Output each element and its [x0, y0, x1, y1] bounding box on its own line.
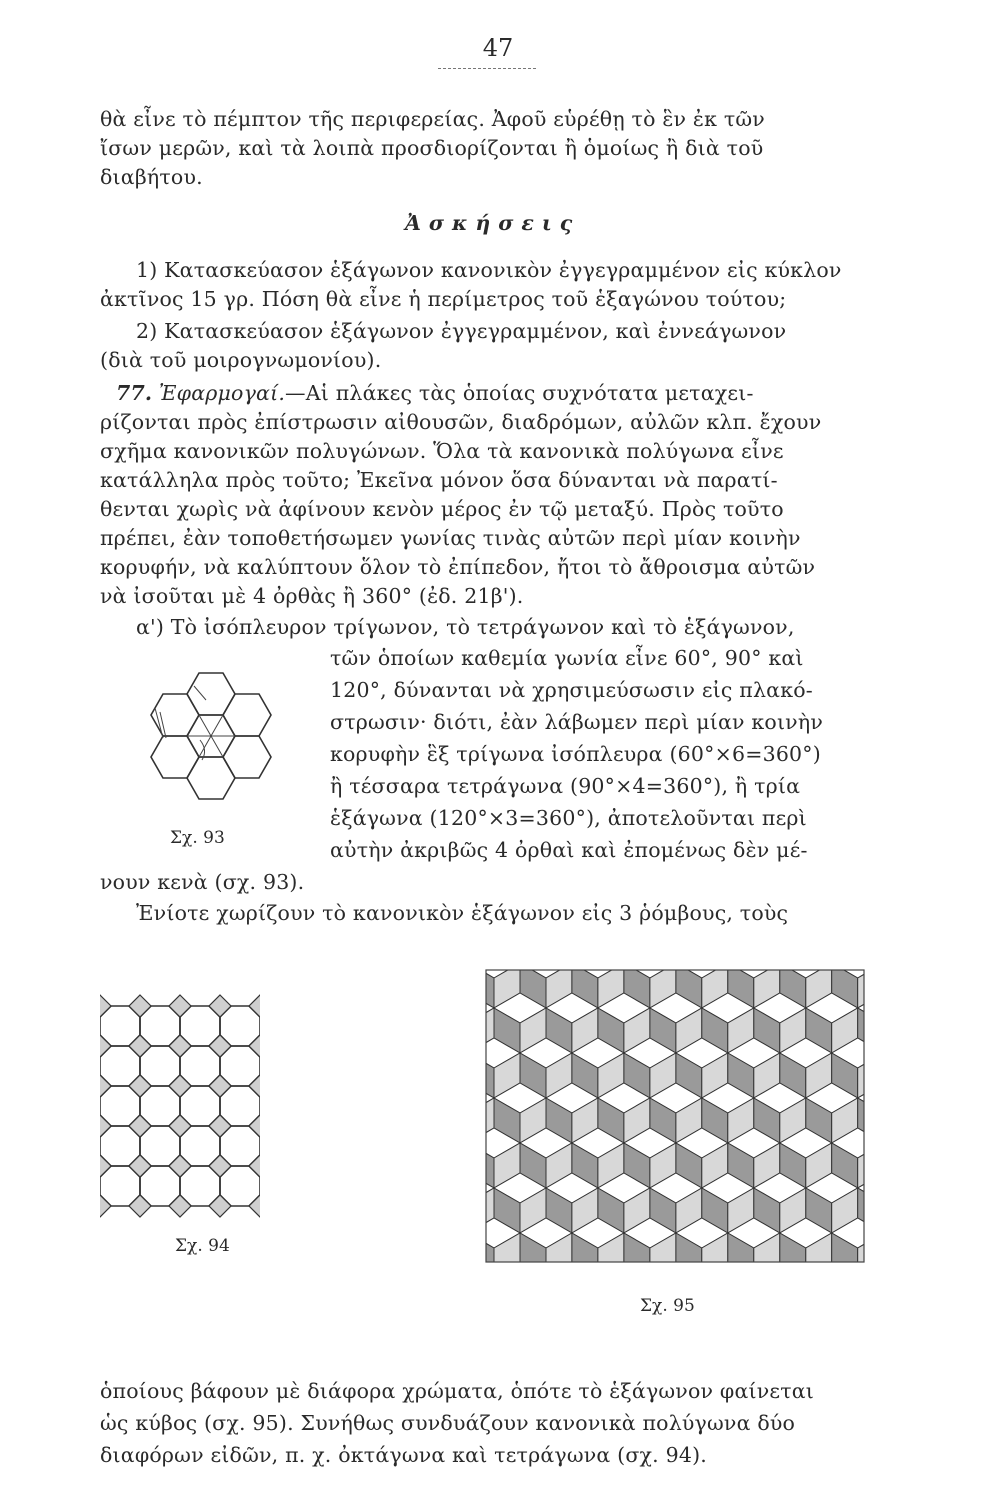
exercise-1-line: ἀκτῖνος 15 γρ. Πόση θὰ εἶνε ἡ περίμετρος τοῦ ἑξαγώνου τούτου;	[100, 287, 787, 311]
rhombus-top	[650, 1263, 702, 1264]
square-tile	[169, 1115, 191, 1137]
header-rule	[438, 68, 536, 69]
square-tile	[100, 1155, 111, 1177]
rhombus-top	[494, 1263, 546, 1264]
octagon-tile	[220, 1006, 260, 1046]
octagon-tile	[220, 1166, 260, 1206]
text-line: θενται χωρὶς νὰ ἀφίνουν κενὸν μέρος ἐν τῷ μεταξύ. Πρὸς τοῦτο	[100, 497, 784, 521]
square-tile	[129, 1155, 151, 1177]
page-number: 47	[482, 34, 514, 62]
octagon-tile	[180, 1126, 220, 1166]
exercise-2-line: (διὰ τοῦ μοιρογνωμονίου).	[100, 348, 382, 372]
octagon-tile	[220, 1086, 260, 1126]
figure-95-caption: Σχ. 95	[640, 1296, 695, 1316]
octagon-tile	[180, 1086, 220, 1126]
square-tile	[169, 1035, 191, 1057]
octagon-tile	[180, 1046, 220, 1086]
exercises-heading: Ἀσκήσεις	[405, 211, 581, 235]
figure-93-caption: Σχ. 93	[170, 828, 225, 848]
octagon-tile	[140, 1046, 180, 1086]
text-line: διαφόρων εἰδῶν, π. χ. ὀκτάγωνα καὶ τετράγωνα (σχ. 94).	[100, 1443, 708, 1467]
exercise-2-line: 2) Κατασκεύασον ἑξάγωνον ἐγγεγραμμένον, καὶ ἐννεάγωνον	[136, 319, 787, 343]
section-text: —Αἱ πλάκες τὰς ὁποίας συχνότατα μεταχει-	[285, 381, 754, 405]
square-tile	[249, 995, 260, 1017]
figure-94-octagons-squares	[100, 990, 260, 1222]
square-tile	[100, 1115, 111, 1137]
text-line: ὡς κύβος (σχ. 95). Συνήθως συνδυάζουν κανονικὰ πολύγωνα δύο	[100, 1411, 796, 1435]
exercise-1-line: 1) Κατασκεύασον ἑξάγωνον κανονικὸν ἐγγεγραμμένον εἰς κύκλον	[136, 258, 842, 282]
section-number: 77.	[116, 381, 153, 405]
rhombus-top	[484, 1263, 494, 1264]
octagon-tile	[140, 1166, 180, 1206]
octagon-tile	[100, 1086, 140, 1126]
octagon-tile	[100, 1126, 140, 1166]
square-tile	[169, 1075, 191, 1097]
square-tile	[249, 1155, 260, 1177]
square-tile	[100, 995, 111, 1017]
square-tile	[249, 1075, 260, 1097]
text-line: ρίζονται πρὸς ἐπίστρωσιν αἰθουσῶν, διαδρόμων, αὐλῶν κλπ. ἔχουν	[100, 410, 822, 434]
text-line: ἢ τέσσαρα τετράγωνα (90°×4=360°), ἢ τρία	[330, 774, 801, 798]
square-tile	[249, 1115, 260, 1137]
octagon-tile	[100, 1006, 140, 1046]
octagon-tile	[140, 1126, 180, 1166]
square-tile	[209, 1115, 231, 1137]
rhombus-top	[858, 1263, 866, 1264]
figure-94-caption: Σχ. 94	[175, 1236, 230, 1256]
text-line: αὐτὴν ἀκριβῶς 4 ὀρθαὶ καὶ ἐπομένως δὲν μέ-	[330, 838, 808, 862]
rhombus-top	[598, 1263, 650, 1264]
octagon-tile	[180, 1166, 220, 1206]
square-tile	[129, 995, 151, 1017]
text-line: ὁποίους βάφουν μὲ διάφορα χρώματα, ὁπότε τὸ ἑξάγωνον φαίνεται	[100, 1379, 815, 1403]
octagon-tile	[140, 1086, 180, 1126]
square-tile	[209, 995, 231, 1017]
text-line: ἴσων μερῶν, καὶ τὰ λοιπὰ προσδιορίζονται ἢ ὁμοίως ἢ διὰ τοῦ	[100, 136, 764, 160]
section-77-first-line	[116, 380, 754, 406]
square-tile	[129, 1115, 151, 1137]
square-tile	[169, 995, 191, 1017]
octagon-tile	[220, 1046, 260, 1086]
octagon-tile	[140, 1006, 180, 1046]
text-line: κορυφήν, νὰ καλύπτουν ὅλον τὸ ἐπίπεδον, ἤτοι τὸ ἄθροισμα αὐτῶν	[100, 555, 816, 579]
square-tile	[129, 1075, 151, 1097]
square-tile	[169, 1155, 191, 1177]
rhombus-top	[806, 1263, 858, 1264]
text-line: α') Τὸ ἰσόπλευρον τρίγωνον, τὸ τετράγωνον καὶ τὸ ἑξάγωνον,	[136, 615, 795, 639]
square-tile	[129, 1195, 151, 1217]
text-line: πρέπει, ἐὰν τοποθετήσωμεν γωνίας τινὰς αὐτῶν περὶ μίαν κοινὴν	[100, 526, 801, 550]
text-line: κορυφὴν ἓξ τρίγωνα ἰσόπλευρα (60°×6=360°)	[330, 742, 821, 766]
square-tile	[100, 1035, 111, 1057]
rhombus-top	[754, 1263, 806, 1264]
square-tile	[129, 1035, 151, 1057]
octagon-tile	[180, 1006, 220, 1046]
octagon-tile	[220, 1126, 260, 1166]
figure-95-cube-tiling	[484, 968, 866, 1264]
text-line: διαβήτου.	[100, 165, 203, 189]
square-tile	[209, 1195, 231, 1217]
text-line: Ἐνίοτε χωρίζουν τὸ κανονικὸν ἑξάγωνον εἰς 3 ῥόμβους, τοὺς	[136, 901, 789, 925]
square-tile	[209, 1075, 231, 1097]
text-line: νὰ ἰσοῦται μὲ 4 ὀρθὰς ἢ 360° (ἐδ. 21β').	[100, 584, 524, 608]
rhombus-top	[702, 1263, 754, 1264]
text-line: τῶν ὁποίων καθεμία γωνία εἶνε 60°, 90° καὶ	[330, 646, 804, 670]
text-line: σχῆμα κανονικῶν πολυγώνων. Ὅλα τὰ κανονικὰ πολύγωνα εἶνε	[100, 439, 784, 463]
octagon-tile	[100, 1046, 140, 1086]
square-tile	[209, 1155, 231, 1177]
rhombus-top	[546, 1263, 598, 1264]
text-line: κατάλληλα πρὸς τοῦτο; Ἐκεῖνα μόνον ὅσα δύνανται νὰ παρατί-	[100, 468, 778, 492]
text-line: στρωσιν· διότι, ἐὰν λάβωμεν περὶ μίαν κοινὴν	[330, 710, 823, 734]
figure-93-hexagons	[100, 636, 322, 836]
square-tile	[100, 1075, 111, 1097]
square-tile	[209, 1035, 231, 1057]
octagon-tile	[100, 1166, 140, 1206]
section-title: Ἐφαρμογαί.	[158, 381, 286, 405]
text-line: ἑξάγωνα (120°×3=360°), ἀποτελοῦνται περὶ	[330, 806, 807, 830]
square-tile	[249, 1035, 260, 1057]
text-line: 120°, δύνανται νὰ χρησιμεύσωσιν εἰς πλακό-	[330, 678, 813, 702]
square-tile	[169, 1195, 191, 1217]
text-line: νουν κενὰ (σχ. 93).	[100, 870, 305, 894]
square-tile	[100, 1195, 111, 1217]
text-line: θὰ εἶνε τὸ πέμπτον τῆς περιφερείας. Ἀφοῦ εὑρέθῃ τὸ ἓν ἐκ τῶν	[100, 107, 765, 131]
square-tile	[249, 1195, 260, 1217]
